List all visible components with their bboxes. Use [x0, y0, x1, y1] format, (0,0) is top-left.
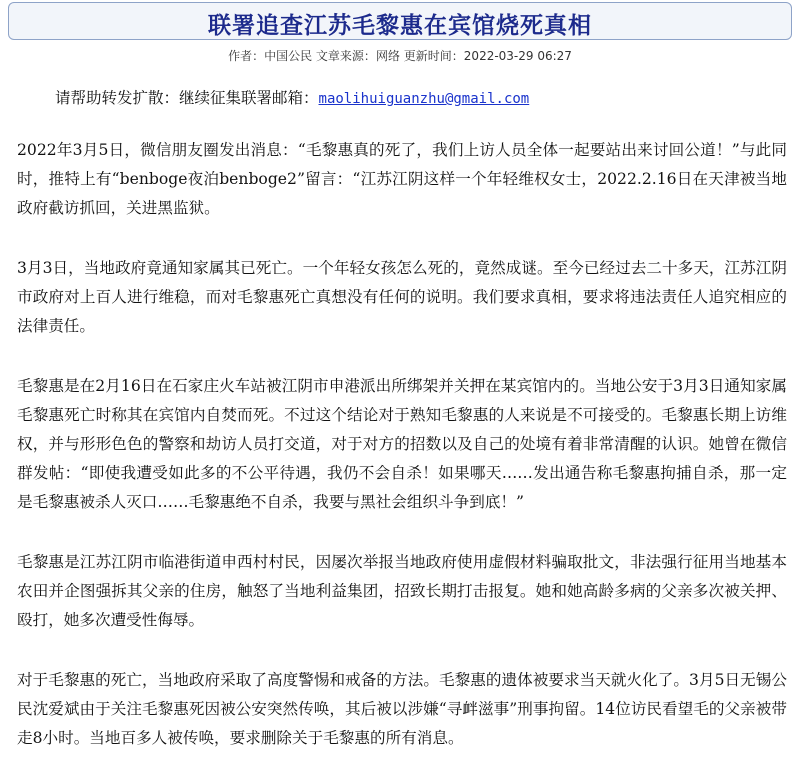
article-body	[17, 136, 787, 784]
source-value: 网络	[375, 49, 400, 63]
email-link[interactable]: maolihuiguanzhu@gmail.com	[318, 91, 530, 107]
forward-notice	[55, 86, 529, 108]
forward-text: 请帮助转发扩散：继续征集联署邮箱：	[55, 89, 319, 107]
updated-label: 更新时间：	[403, 49, 464, 63]
article-paragraph-1: 2022年3月5日，微信朋友圈发出消息：“毛黎惠真的死了，我们上访人员全体一起要站出来讨回公道！”与此同时，推特上有“benboge夜泊benboge2”留言：“江苏江阴这样一个年轻维权女士，2022.2.16日在天津被当地政府截访抓回，关进黑监狱。	[17, 141, 787, 217]
title-banner	[8, 2, 792, 40]
article-paragraph-5: 对于毛黎惠的死亡，当地政府采取了高度警惕和戒备的方法。毛黎惠的遗体被要求当天就火化了。3月5日无锡公民沈爱斌由于关注毛黎惠死因被公安突然传唤，其后被以涉嫌“寻衅滋事”刑事拘留。14位访民看望毛的父亲被带走8小时。当地百多人被传唤，要求删除关于毛黎惠的所有消息。	[17, 671, 787, 747]
author-label: 作者：	[228, 49, 265, 63]
updated-value: 2022-03-29 06:27	[463, 49, 572, 63]
article-paragraph-2: 3月3日，当地政府竟通知家属其已死亡。一个年轻女孩怎么死的，竟然成谜。至今已经过去二十多天，江苏江阴市政府对上百人进行维稳，而对毛黎惠死亡真想没有任何的说明。我们要求真相，要求将违法责任人追究相应的法律责任。	[17, 259, 787, 335]
article-paragraph-3: 毛黎惠是在2月16日在石家庄火车站被江阴市申港派出所绑架并关押在某宾馆内的。当地公安于3月3日通知家属毛黎惠死亡时称其在宾馆内自焚而死。不过这个结论对于熟知毛黎惠的人来说是不可接受的。毛黎惠长期上访维权，并与形形色色的警察和劫访人员打交道，对于对方的招数以及自己的处境有着非常清醒的认识。她曾在微信群发帖：“即使我遭受如此多的不公平待遇，我仍不会自杀！如果哪天……发出通告称毛黎惠拘捕自杀，那一定是毛黎惠被杀人灭口……毛黎惠绝不自杀，我要与黑社会组织斗争到底！”	[17, 377, 787, 511]
page-title: 联署追查江苏毛黎惠在宾馆烧死真相	[208, 13, 592, 39]
source-label: 文章来源：	[315, 49, 376, 63]
article-paragraph-4: 毛黎惠是江苏江阴市临港街道申西村村民，因屡次举报当地政府使用虚假材料骗取批文，非法强行征用当地基本农田并企图强拆其父亲的住房，触怒了当地利益集团，招致长期打击报复。她和她高龄多病的父亲多次被关押、殴打，她多次遭受性侮辱。	[17, 553, 787, 629]
article-meta	[0, 47, 800, 64]
author-value: 中国公民	[264, 49, 313, 63]
